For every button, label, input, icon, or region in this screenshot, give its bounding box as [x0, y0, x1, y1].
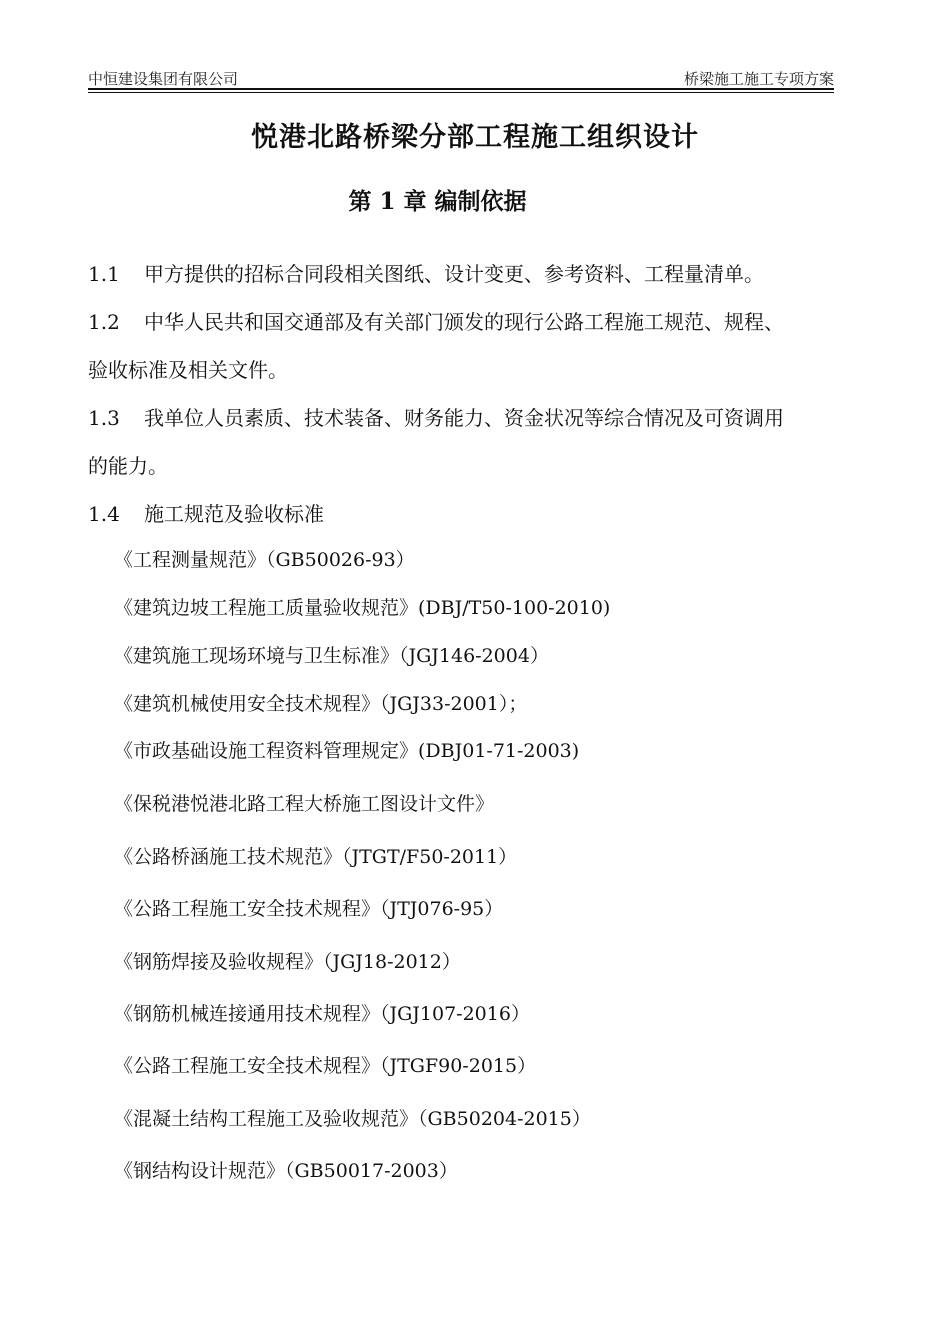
- chapter-heading: 第 1 章 编制依据: [348, 188, 527, 215]
- reference-item: 《保税港悦港北路工程大桥施工图设计文件》: [114, 793, 495, 815]
- reference-item: 《建筑施工现场环境与卫生标准》（JGJ146-2004）: [114, 645, 549, 667]
- reference-item: 《市政基础设施工程资料管理规定》(DBJ01-71-2003): [114, 740, 580, 762]
- reference-item: 《公路工程施工安全技术规程》（JTJ076-95）: [114, 898, 504, 920]
- header-rule-thick: [88, 88, 834, 90]
- section-text: 甲方提供的招标合同段相关图纸、设计变更、参考资料、工程量清单。: [144, 262, 764, 286]
- section-number: 1.2: [88, 310, 120, 334]
- reference-item: 《建筑机械使用安全技术规程》（JGJ33-2001）；: [114, 693, 528, 715]
- section-1-3-continuation: 的能力。: [88, 454, 168, 478]
- section-number: 1.4: [88, 502, 120, 526]
- header-rule-thin: [88, 92, 834, 93]
- reference-item: 《混凝土结构工程施工及验收规范》（GB50204-2015）: [114, 1108, 591, 1130]
- section-1-3: [88, 402, 784, 431]
- reference-item: 《钢结构设计规范》（GB50017-2003）: [114, 1160, 458, 1182]
- section-1-2: [88, 306, 784, 335]
- section-number: 1.1: [88, 262, 120, 286]
- reference-item: 《建筑边坡工程施工质量验收规范》(DBJ/T50-100-2010): [114, 597, 611, 619]
- section-1-2-continuation: 验收标准及相关文件。: [88, 358, 288, 382]
- reference-item: 《钢筋机械连接通用技术规程》（JGJ107-2016）: [114, 1003, 530, 1025]
- section-1-1: [88, 258, 764, 287]
- section-text: 中华人民共和国交通部及有关部门颁发的现行公路工程施工规范、规程、: [144, 310, 784, 334]
- reference-item: 《钢筋焊接及验收规程》（JGJ18-2012）: [114, 951, 461, 973]
- section-1-4: [88, 498, 324, 527]
- reference-item: 《公路工程施工安全技术规程》（JTGF90-2015）: [114, 1055, 537, 1077]
- section-text: 施工规范及验收标准: [144, 502, 324, 526]
- header-company: 中恒建设集团有限公司: [88, 70, 239, 88]
- reference-item: 《工程测量规范》（GB50026-93）: [114, 549, 415, 571]
- section-number: 1.3: [88, 406, 120, 430]
- document-title: 悦港北路桥梁分部工程施工组织设计: [251, 122, 699, 153]
- page-header: [88, 66, 834, 88]
- section-text: 我单位人员素质、技术装备、财务能力、资金状况等综合情况及可资调用: [144, 406, 784, 430]
- reference-item: 《公路桥涵施工技术规范》（JTGT/F50-2011）: [114, 846, 518, 868]
- header-document-name: 桥梁施工施工专项方案: [683, 70, 834, 88]
